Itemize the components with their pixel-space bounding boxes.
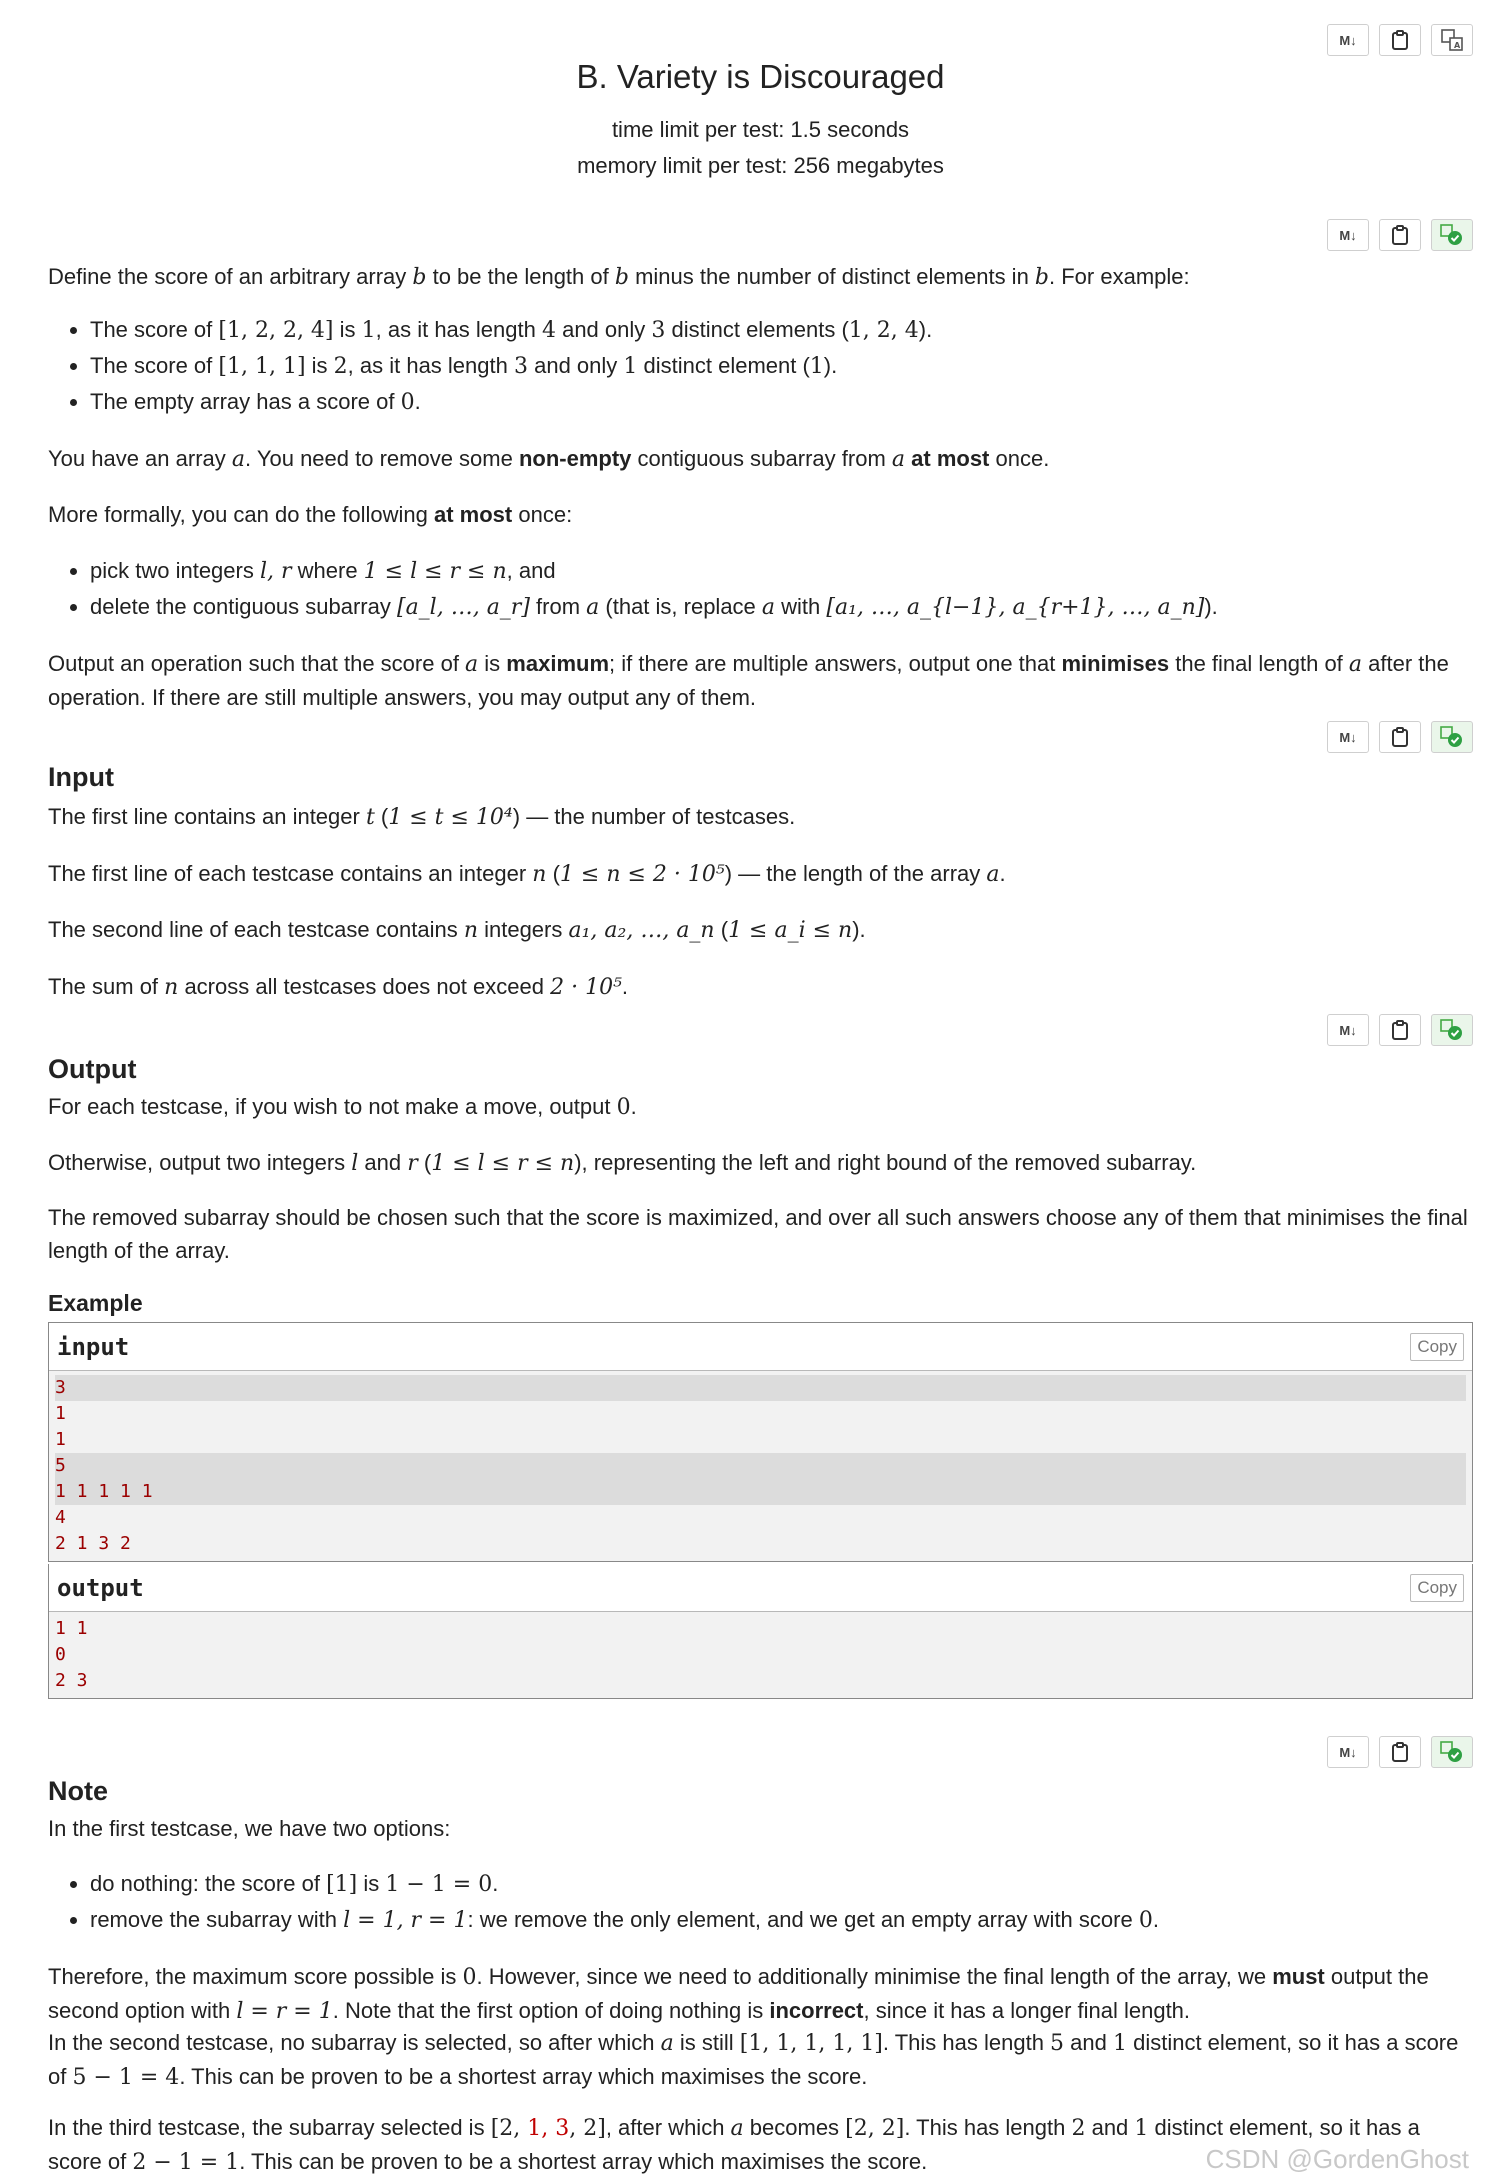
markdown-icon: M↓ [1339, 1744, 1357, 1760]
statement-paragraph-1: Define the score of an arbitrary array b to be the length of b minus the number of distinct elements in b. For example: [48, 264, 1190, 290]
list-item: • The score of [1, 2, 2, 4] is 1, as it has length 4 and only 3 distinct elements (1, 2, 4). [90, 312, 932, 348]
output-line: 2 3 [55, 1670, 88, 1691]
example-input-content [49, 1371, 1472, 1561]
input-line: 1 1 1 1 1 [55, 1479, 1466, 1505]
input-line: 2 1 3 2 [55, 1533, 131, 1554]
list-item: • The empty array has a score of 0. [90, 384, 932, 420]
output-paragraph-3: The removed subarray should be chosen such that the score is maximized, and over all such answers choose any of them that minimises the final length of the array. [48, 1205, 1468, 1263]
note-toolbar [1327, 1736, 1473, 1768]
time-limit: time limit per test: 1.5 seconds [611, 117, 910, 142]
statement-paragraph-2: You have an array a. You need to remove some non-empty contiguous subarray from a at most once. [48, 446, 1050, 472]
input-heading: Input [48, 762, 114, 792]
output-clipboard-button[interactable] [1379, 1014, 1421, 1046]
example-input-header [49, 1323, 1472, 1371]
note-heading: Note [48, 1776, 108, 1806]
example-output-content [49, 1612, 1472, 1698]
memory-limit: memory limit per test: 256 megabytes [577, 153, 944, 178]
input-line: 1 [55, 1429, 66, 1450]
note-markdown-button[interactable] [1327, 1736, 1369, 1768]
translate-check-icon [1440, 1019, 1464, 1041]
example-input-label: input [57, 1332, 130, 1361]
input-paragraph-1: The first line contains an integer t (1 ≤ t ≤ 10⁴) — the number of testcases. [48, 804, 796, 830]
list-item: • do nothing: the score of [1] is 1 − 1 = 0. [90, 1866, 1159, 1902]
output-heading: Output [48, 1054, 137, 1084]
statement-paragraph-4: Output an operation such that the score of a is maximum; if there are multiple answers, output one that minimises the final length of a after the operation. If there are still multiple answers, you may output any of them. [48, 651, 1449, 710]
statement-paragraph-3: More formally, you can do the following at most once: [48, 502, 573, 527]
translate-check-icon [1440, 726, 1464, 748]
clipboard-icon [1391, 225, 1409, 245]
clipboard-icon [1391, 1020, 1409, 1040]
copy-output-button[interactable]: Copy [1410, 1574, 1464, 1602]
note-paragraph-3: In the second testcase, no subarray is selected, so after which a is still [1, 1, 1, 1, 1]. This has length 5 and 1 distinct element, so it has a score of 5 − 1 = 4. This can be proven to be a shortest array which maximises the score. [48, 2030, 1459, 2090]
operation-list [48, 553, 1218, 625]
translate-icon [1441, 29, 1463, 51]
output-paragraph-2: Otherwise, output two integers l and r (1 ≤ l ≤ r ≤ n), representing the left and right bound of the removed subarray. [48, 1150, 1197, 1176]
output-paragraph-1: For each testcase, if you wish to not make a move, output 0. [48, 1094, 637, 1120]
list-item: • remove the subarray with l = 1, r = 1: we remove the only element, and we get an empty array with score 0. [90, 1902, 1159, 1938]
csdn-watermark: CSDN @GordenGhost [1205, 2144, 1469, 2174]
input-line: 5 [55, 1453, 1466, 1479]
problem-header [48, 58, 1473, 184]
statement-markdown-button[interactable] [1327, 219, 1369, 251]
example-input-box [48, 1322, 1473, 1562]
markdown-button[interactable] [1327, 24, 1369, 56]
markdown-icon: M↓ [1339, 32, 1357, 48]
input-paragraph-2: The first line of each testcase contains an integer n (1 ≤ n ≤ 2 · 10⁵) — the length of the array a. [48, 861, 1006, 887]
score-examples-list [48, 312, 932, 420]
translate-check-icon [1440, 1741, 1464, 1763]
output-translate-button[interactable] [1431, 1014, 1473, 1046]
example-heading: Example [48, 1290, 143, 1316]
note-clipboard-button[interactable] [1379, 1736, 1421, 1768]
statement-translate-button[interactable] [1431, 219, 1473, 251]
example-output-box [48, 1564, 1473, 1699]
input-line: 1 [55, 1403, 66, 1424]
list-item: • delete the contiguous subarray [a_l, …, a_r] from a (that is, replace a with [a₁, …, a_{l−1}, a_{r+1}, …, a_n]). [90, 589, 1218, 625]
top-toolbar [1327, 24, 1473, 56]
input-toolbar [1327, 721, 1473, 753]
input-markdown-button[interactable] [1327, 721, 1369, 753]
translate-button[interactable] [1431, 24, 1473, 56]
problem-title: B. Variety is Discouraged [576, 58, 945, 95]
list-item: • The score of [1, 1, 1] is 2, as it has length 3 and only 1 distinct element (1). [90, 348, 932, 384]
clipboard-button[interactable] [1379, 24, 1421, 56]
input-paragraph-4: The sum of n across all testcases does not exceed 2 · 10⁵. [48, 974, 629, 1000]
clipboard-icon [1391, 1742, 1409, 1762]
markdown-icon: M↓ [1339, 729, 1357, 745]
input-clipboard-button[interactable] [1379, 721, 1421, 753]
note-paragraph-4: In the third testcase, the subarray selected is [2, 1, 3, 2], after which a becomes [2, 2]. This has length 2 and 1 distinct element, so it has a score of 2 − 1 = 1. This can be proven to be a shortest array which maximises the score. [48, 2115, 1420, 2175]
svg-text:A: A [1454, 41, 1461, 50]
list-item: • pick two integers l, r where 1 ≤ l ≤ r ≤ n, and [90, 553, 1218, 589]
note-translate-button[interactable] [1431, 1736, 1473, 1768]
example-output-header [49, 1564, 1472, 1612]
example-output-label: output [57, 1573, 144, 1602]
output-markdown-button[interactable] [1327, 1014, 1369, 1046]
clipboard-icon [1391, 30, 1409, 50]
input-line: 4 [55, 1507, 66, 1528]
output-line: 0 [55, 1644, 66, 1665]
statement-clipboard-button[interactable] [1379, 219, 1421, 251]
markdown-icon: M↓ [1339, 227, 1357, 243]
translate-check-icon [1440, 224, 1464, 246]
markdown-icon: M↓ [1339, 1022, 1357, 1038]
input-translate-button[interactable] [1431, 721, 1473, 753]
clipboard-icon [1391, 727, 1409, 747]
copy-input-button[interactable]: Copy [1410, 1333, 1464, 1361]
output-toolbar [1327, 1014, 1473, 1046]
note-options-list [48, 1866, 1159, 1938]
note-paragraph-1: In the first testcase, we have two options: [48, 1816, 451, 1841]
statement-toolbar [1327, 219, 1473, 251]
output-line: 1 1 [55, 1618, 88, 1639]
input-paragraph-3: The second line of each testcase contains n integers a₁, a₂, …, a_n (1 ≤ a_i ≤ n). [48, 917, 866, 943]
note-paragraph-2: Therefore, the maximum score possible is 0. However, since we need to additionally minimise the final length of the array, we must output the second option with l = r = 1. Note that the first option of doing nothing is incorrect, since it has a longer final length. [48, 1964, 1429, 2024]
input-line: 3 [55, 1375, 1466, 1401]
